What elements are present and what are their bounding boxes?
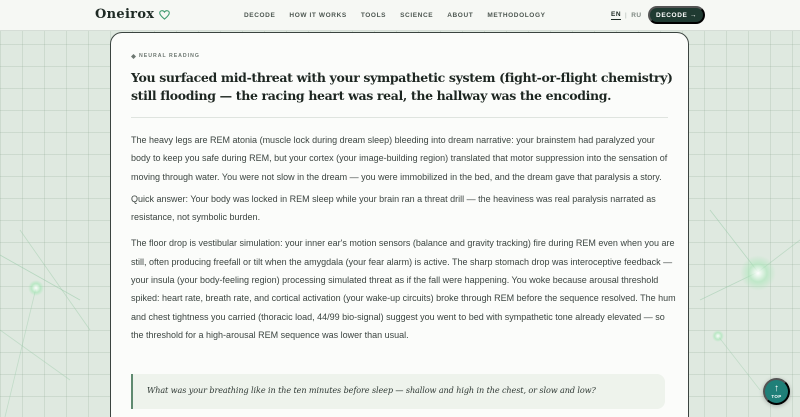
lang-separator: |: [625, 12, 628, 19]
follow-up-question: What was your breathing like in the ten minutes before sleep — shallow and high in the chest, or slow and low?: [131, 374, 665, 409]
heart-icon: [159, 10, 170, 20]
lang-ru[interactable]: RU: [631, 12, 642, 19]
glow-node: [712, 330, 724, 342]
diamond-icon: [131, 54, 136, 59]
logo-text: Oneirox: [95, 7, 155, 22]
nav-methodology[interactable]: METHODOLOGY: [487, 12, 546, 19]
nav-tools[interactable]: TOOLS: [360, 12, 387, 19]
reading-paragraph: The floor drop is vestibular simulation: your inner ear's motion sensors (balance and gravity tracking) fire during REM even when you are still, often producing freefall or tilt when the amygdala (your fear alarm) is active. The sharp stomach drop was interoceptive feedback — your insula (your body-feeling region) processing simulated threat as if the fall were happening. You woke because arousal threshold spiked: heart rate, breath rate, and cortical activation (your wake-up circuits) broke through REM before the sequence resolved. The hum and chest tightness you carried (thoracic load, 44/99 bio-signal) suggest you went to bed with sympathetic tone already elevated — so the threshold for a high-arousal REM sequence was lower than usual.: [131, 238, 676, 340]
decode-cta-button[interactable]: DECODE →: [648, 6, 705, 24]
arrow-up-icon: ↑: [774, 383, 779, 394]
quick-answer-paragraph: Quick answer: Your body was locked in REM sleep while your brain ran a threat drill — the heaviness was real paralysis narrated as resistance, not symbolic burden.: [131, 193, 656, 223]
glow-node: [28, 280, 44, 296]
nav-decode[interactable]: DECODE: [244, 12, 276, 19]
divider: [131, 117, 668, 118]
language-switcher: [611, 11, 642, 20]
nav-about[interactable]: ABOUT: [447, 12, 474, 19]
main-nav: [244, 12, 546, 19]
reading-paragraph: The heavy legs are REM atonia (muscle lock during dream sleep) bleeding into dream narrative: your brainstem had paralyzed your body to keep you safe during REM, but your cortex (your image-building region) translated that motor suppression into the sensation of moving through water. You were not slow in the dream — you were immobilized in the bed, and the dream gave that paralysis a story.: [131, 135, 668, 182]
nav-how-it-works[interactable]: HOW IT WORKS: [289, 12, 347, 19]
eyebrow: [131, 53, 668, 59]
logo-link[interactable]: [95, 7, 170, 22]
site-header: [0, 0, 800, 31]
nav-science[interactable]: SCIENCE: [400, 12, 434, 19]
reading-headline: You surfaced mid-threat with your sympathetic system (fight-or-flight chemistry) still flooding — the racing heart was real, the hallway was the encoding.: [131, 70, 673, 103]
glow-node: [740, 255, 776, 291]
scroll-top-label: TOP: [771, 394, 782, 399]
lang-en[interactable]: EN: [611, 11, 622, 18]
scroll-to-top-button[interactable]: [763, 378, 790, 405]
neural-reading-card: [110, 32, 689, 417]
eyebrow-label: NEURAL READING: [139, 53, 200, 59]
